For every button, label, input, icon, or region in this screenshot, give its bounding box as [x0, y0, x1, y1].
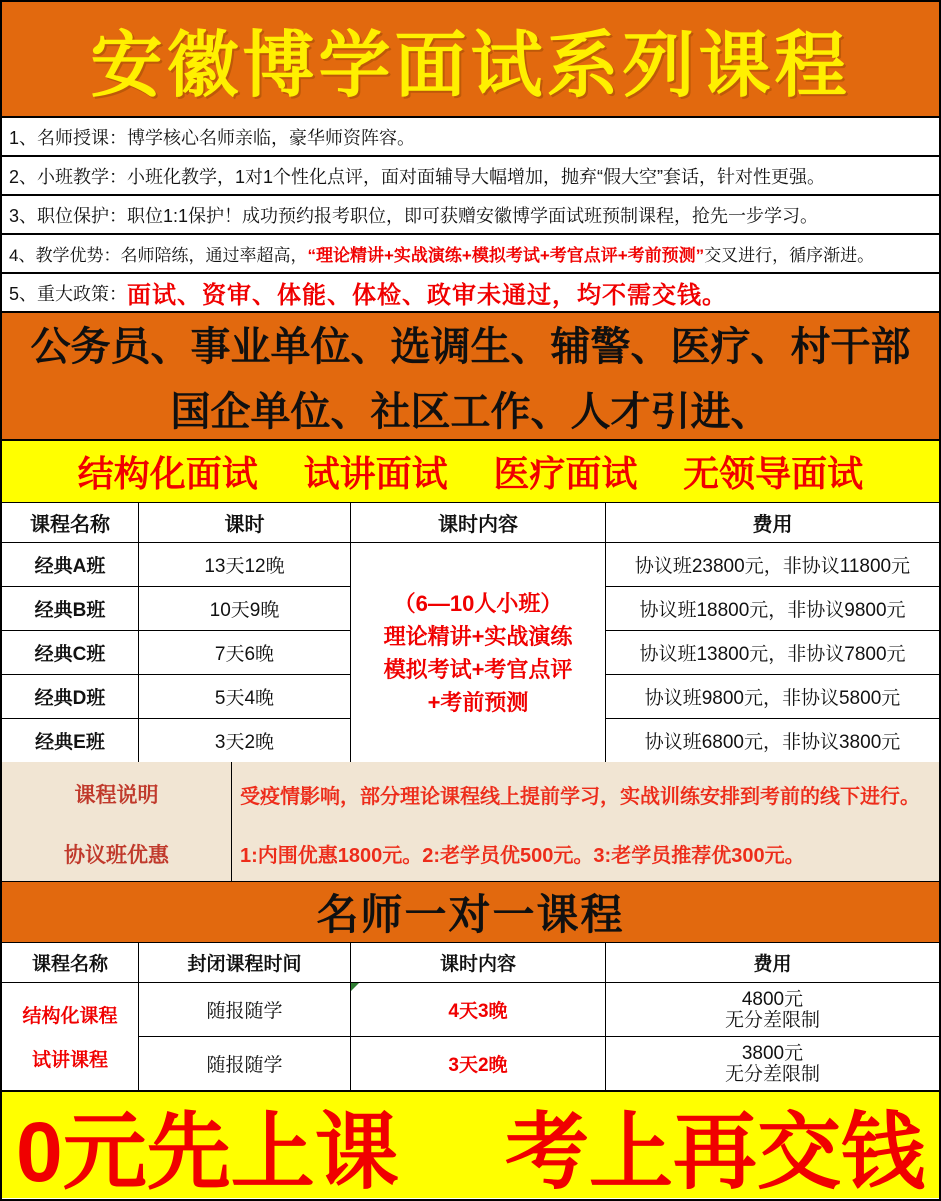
oo-row-1-fee-note: 无分差限制	[724, 1009, 820, 1031]
course-row-c-duration: 7天6晚	[139, 631, 350, 674]
course-row-b-fee: 协议班18800元，非协议9800元	[606, 587, 939, 630]
course-table-header-fee: 费用	[606, 503, 939, 542]
feature-row-4	[2, 235, 939, 274]
oo-row-1-fee-amount: 4800元	[741, 988, 804, 1010]
interview-type-medical: 医疗面试	[493, 453, 638, 494]
oo-header-fee: 费用	[606, 943, 939, 982]
course-row-a-fee: 协议班23800元，非协议11800元	[606, 543, 939, 586]
poster-title: 安徽博学面试系列课程	[90, 26, 851, 106]
oo-row-2-content	[351, 1037, 605, 1090]
feature-list	[2, 118, 939, 313]
course-note-label: 课程说明	[2, 762, 231, 826]
course-content-merged-cell	[351, 543, 605, 762]
content-line-4: +考前预测	[427, 689, 529, 715]
feature-3-label: 3、职位保护：	[9, 205, 128, 226]
audience-banner	[2, 313, 939, 441]
course-table-header-name: 课程名称	[2, 503, 138, 542]
discount-note-label: 协议班优惠	[2, 826, 231, 881]
discount-note-text: 1:内围优惠1800元。2:老学员优500元。3:老学员推荐优300元。	[232, 826, 939, 881]
course-row-e-fee: 协议班6800元，非协议3800元	[606, 719, 939, 762]
content-line-2: 理论精讲+实战演练	[383, 623, 573, 649]
feature-3-text: 职位1:1保护！成功预约报考职位，即可获赠安徽博学面试班预制课程，抢先一步学习。	[127, 205, 819, 226]
footer-slogan-right: 考上再交钱	[504, 1104, 925, 1199]
feature-row-2	[2, 157, 939, 196]
course-note-text: 受疫情影响，部分理论课程线上提前学习，实战训练安排到考前的线下进行。	[232, 762, 939, 826]
course-row-a-duration: 13天12晚	[139, 543, 350, 586]
oo-row-1-time: 随报随学	[139, 983, 350, 1036]
feature-4-suffix: 交叉进行，循序渐进。	[704, 246, 875, 265]
interview-type-leaderless: 无领导面试	[683, 453, 864, 494]
feature-5-highlight: 面试、资审、体能、体检、政审未通过，均不需交钱。	[127, 283, 728, 309]
feature-2-text: 小班化教学，1对1个性化点评，面对面辅导大幅增加，抛弃“假大空”套话，针对性更强。	[127, 166, 826, 187]
oo-row-1-content-text: 4天3晚	[448, 1001, 508, 1022]
title-banner	[2, 2, 939, 118]
course-table-header-duration: 课时	[139, 503, 350, 542]
feature-2-label: 2、小班教学：	[9, 166, 128, 187]
oo-row-2-time: 随报随学	[139, 1037, 350, 1090]
content-line-1: （6—10人小班）	[393, 590, 563, 616]
audience-line-2: 国企单位、社区工作、人才引进、	[170, 390, 771, 434]
oo-header-name: 课程名称	[2, 943, 138, 982]
oo-header-content: 课时内容	[351, 943, 605, 982]
oo-row-1-fee	[606, 983, 939, 1036]
oo-course-name-lecture: 试讲课程	[31, 1049, 108, 1071]
feature-1-label: 1、名师授课：	[9, 127, 128, 148]
feature-row-5	[2, 274, 939, 313]
feature-4-text: 名师陪练，通过率超高，	[120, 246, 308, 265]
interview-type-structured: 结构化面试	[77, 453, 258, 494]
oo-course-names-merged-cell	[2, 983, 138, 1090]
course-row-b-name: 经典B班	[2, 587, 138, 630]
one-on-one-title: 名师一对一课程	[316, 891, 625, 938]
feature-row-3	[2, 196, 939, 235]
course-row-b-duration: 10天9晚	[139, 587, 350, 630]
course-table-header-content: 课时内容	[351, 503, 605, 542]
interview-type-lecture: 试讲面试	[303, 453, 448, 494]
oo-course-name-structured: 结构化课程	[22, 1006, 118, 1028]
feature-1-text: 博学核心名师亲临，豪华师资阵容。	[127, 127, 416, 148]
feature-4-highlight: “理论精讲+实战演练+模拟考试+考官点评+考前预测”	[307, 246, 705, 265]
course-row-c-fee: 协议班13800元，非协议7800元	[606, 631, 939, 674]
course-row-e-name: 经典E班	[2, 719, 138, 762]
footer-banner	[2, 1090, 939, 1198]
course-note-row	[2, 762, 939, 826]
content-line-3: 模拟考试+考官点评	[383, 656, 573, 682]
oo-header-time: 封闭课程时间	[139, 943, 350, 982]
interview-types-banner	[2, 441, 939, 503]
green-corner-marker	[351, 983, 359, 991]
footer-slogan-left: 0元先上课	[16, 1104, 399, 1199]
oo-row-2-fee-note: 无分差限制	[724, 1063, 820, 1085]
discount-note-row	[2, 826, 939, 881]
feature-5-label: 5、重大政策：	[9, 283, 128, 304]
audience-line-1: 公务员、事业单位、选调生、辅警、医疗、村干部	[30, 325, 911, 369]
course-row-e-duration: 3天2晚	[139, 719, 350, 762]
course-row-c-name: 经典C班	[2, 631, 138, 674]
oo-row-1-content	[351, 983, 605, 1036]
course-table	[2, 503, 939, 762]
feature-row-1	[2, 118, 939, 157]
oo-row-2-fee	[606, 1037, 939, 1090]
feature-4-label: 4、教学优势：	[9, 246, 121, 265]
oo-row-2-content-text: 3天2晚	[448, 1055, 508, 1076]
one-on-one-banner	[2, 881, 939, 943]
course-row-d-name: 经典D班	[2, 675, 138, 718]
course-row-a-name: 经典A班	[2, 543, 138, 586]
course-row-d-duration: 5天4晚	[139, 675, 350, 718]
course-row-d-fee: 协议班9800元，非协议5800元	[606, 675, 939, 718]
one-on-one-table	[2, 943, 939, 1090]
oo-row-2-fee-amount: 3800元	[741, 1042, 804, 1064]
